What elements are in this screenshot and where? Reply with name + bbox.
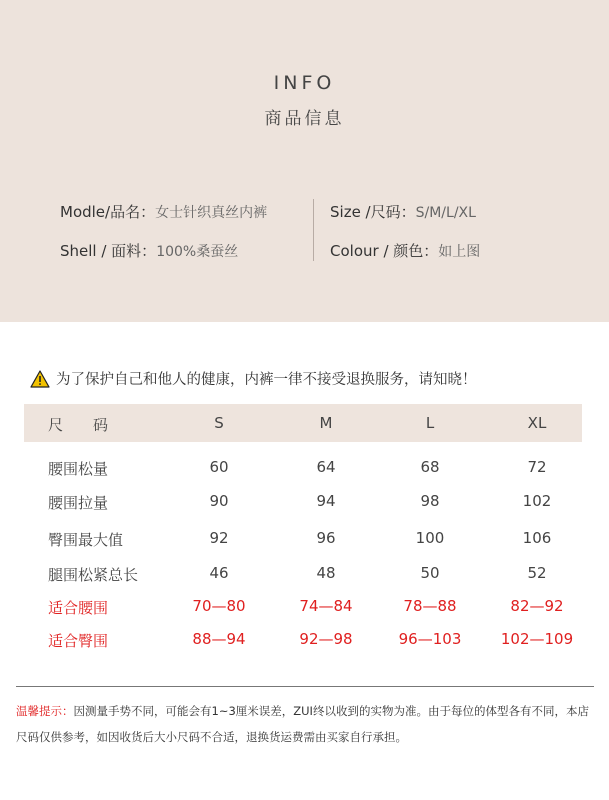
spec-value: 如上图 <box>438 244 481 260</box>
header-size-2: M <box>319 414 333 432</box>
spec-shell <box>60 240 238 261</box>
spec-value: 女士针织真丝内裤 <box>155 205 268 221</box>
tip-label: 温馨提示： <box>16 704 74 718</box>
spec-key: Colour / 颜色： <box>330 242 439 260</box>
size-cell: 74—84 <box>299 597 353 615</box>
spec-value: S/M/L/XL <box>415 205 476 221</box>
size-cell: 72 <box>527 458 547 476</box>
size-cell: 94 <box>316 492 336 510</box>
row-label: 适合腰围 <box>48 599 109 617</box>
size-cell: 90 <box>209 492 229 510</box>
spec-product-name <box>60 201 267 222</box>
row-label: 腿围松紧总长 <box>48 566 139 584</box>
header-size-1: S <box>214 414 224 432</box>
spec-divider <box>313 199 314 261</box>
size-cell: 102 <box>522 492 552 510</box>
tip-divider <box>16 686 594 687</box>
size-cell: 96 <box>316 529 336 547</box>
size-cell: 98 <box>420 492 440 510</box>
header-size-3: L <box>425 414 435 432</box>
size-cell: 60 <box>209 458 229 476</box>
size-cell: 96—103 <box>398 630 462 648</box>
warning-icon <box>30 370 50 388</box>
size-cell: 82—92 <box>510 597 564 615</box>
product-info-panel <box>0 0 609 322</box>
size-cell: 92 <box>209 529 229 547</box>
spec-value: 100%桑蚕丝 <box>156 244 239 260</box>
header-size-4: XL <box>527 414 547 432</box>
row-label: 适合臀围 <box>48 632 109 650</box>
size-cell: 68 <box>420 458 440 476</box>
tip-text: 因测量手势不同，可能会有1~3厘米误差，ZUI终以收到的实物为准。由于每位的体型各有不同，本店尺码仅供参考，如因收货后大小尺码不合适，退换货运费需由买家自行承担。 <box>16 704 589 744</box>
spec-size <box>330 201 476 222</box>
size-cell: 100 <box>415 529 445 547</box>
return-policy-notice <box>30 368 477 389</box>
spec-key: Shell / 面料： <box>60 242 157 260</box>
size-cell: 50 <box>420 564 440 582</box>
spec-colour <box>330 240 480 261</box>
size-cell: 70—80 <box>192 597 246 615</box>
row-label: 腰围松量 <box>48 460 109 478</box>
info-title: INFO <box>273 72 336 94</box>
row-label: 臀围最大值 <box>48 531 124 549</box>
size-cell: 64 <box>316 458 336 476</box>
spec-key: Modle/品名： <box>60 203 156 221</box>
size-cell: 52 <box>527 564 547 582</box>
size-cell: 106 <box>522 529 552 547</box>
notice-text: 为了保护自己和他人的健康，内裤一律不接受退换服务，请知晓！ <box>56 372 477 388</box>
size-cell: 46 <box>209 564 229 582</box>
size-cell: 88—94 <box>192 630 246 648</box>
header-size-label: 尺 码 <box>48 416 109 434</box>
spec-key: Size /尺码： <box>330 203 416 221</box>
row-label: 腰围拉量 <box>48 494 109 512</box>
size-cell: 48 <box>316 564 336 582</box>
size-cell: 78—88 <box>403 597 457 615</box>
size-cell: 92—98 <box>299 630 353 648</box>
sizing-tip <box>16 698 596 750</box>
info-subtitle: 商品信息 <box>264 109 345 129</box>
size-cell: 102—109 <box>500 630 574 648</box>
